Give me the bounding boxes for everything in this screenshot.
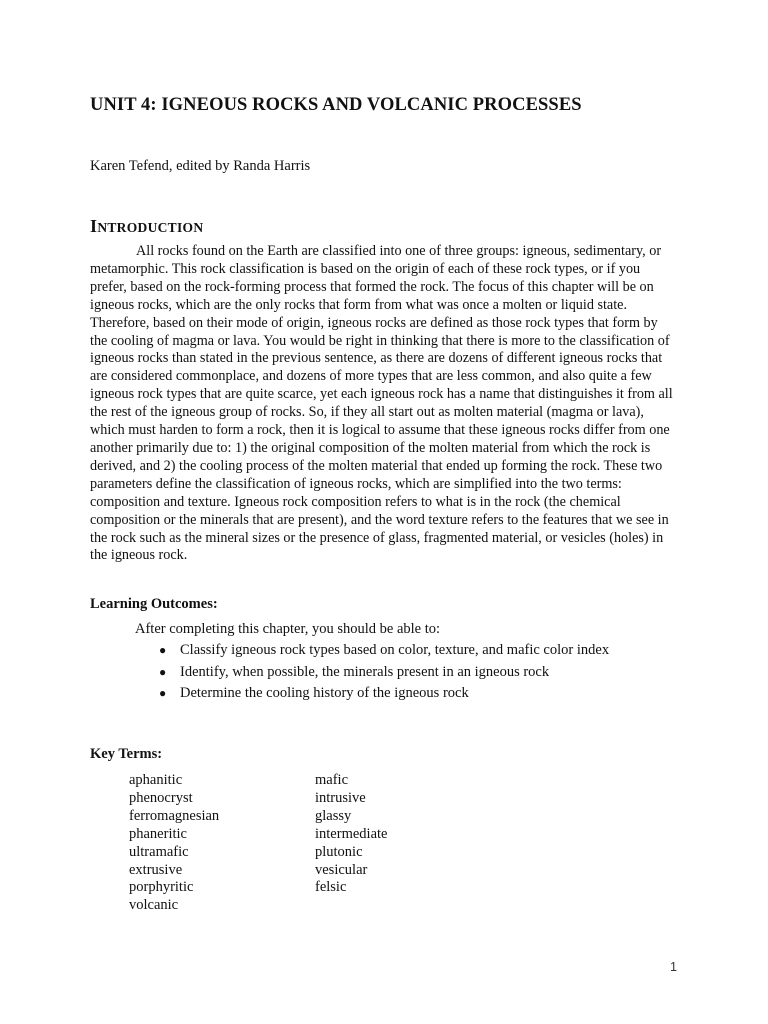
learning-outcome-item [135,640,609,662]
bullet-icon: ● [159,643,167,657]
bullet-icon: ● [159,686,167,700]
key-term: porphyritic [129,879,194,896]
introduction-heading [90,216,203,237]
key-term: ferromagnesian [129,807,220,824]
page-number: 1 [670,960,677,974]
learning-outcomes-list [135,640,609,705]
learning-outcome-text: Identify, when possible, the minerals present in an igneous rock [180,663,550,680]
key-terms-right-column [315,772,387,897]
key-term: intrusive [315,789,366,806]
key-term: ultramafic [129,843,189,860]
key-term: volcanic [129,897,179,914]
learning-outcomes-heading: Learning Outcomes: [90,596,218,612]
key-term: mafic [315,772,349,788]
introduction-heading-rest: NTRODUCTION [97,220,204,235]
introduction-heading-initial: I [90,216,98,236]
learning-outcome-text: Determine the cooling history of the igneous rock [180,685,469,701]
key-term: intermediate [315,825,388,842]
key-term: glassy [315,807,352,824]
key-term: phaneritic [129,825,187,842]
bullet-icon: ● [159,664,167,679]
learning-outcome-item [135,683,609,705]
author-line: Karen Tefend, edited by Randa Harris [90,158,311,174]
key-term: felsic [315,879,347,896]
introduction-paragraph: All rocks found on the Earth are classified into one of three groups: igneous, sedimentary, or metamorphic. This rock classification is based on the origin of each of these rock types, or if you prefer, based on the rock-forming process that formed the rock. The focus of this chapter will be on igneous rocks, which are the only rocks that form from what was once a molten or liquid state. Therefore, based on their mode of origin, igneous rocks are defined as those rock types that form by the cooling of magma or lava. You would be right in thinking that there is more to the classification of igneous rocks than stated in the previous sentence, as there are dozens of different igneous rocks that are considered commonplace, and dozens of more types that are less common, and also quite a few igneous rock types that are quite scarce, yet each igneous rock has a name that distinguishes it from all the rest of the igneous group of rocks. So, if they all start out as molten material (magma or lava), which must harden to form a rock, then it is logical to assume that these igneous rocks differ from one another primarily due to: 1) the original composition of the molten material from which the rock is derived, and 2) the cooling process of the molten material that ended up forming the rock. These two parameters define the classification of igneous rocks, which are simplified into the two terms: composition and texture. Igneous rock composition refers to what is in the rock (the chemical composition or the minerals that are present), and the word texture refers to the features that we see in the rock such as the mineral sizes or the presence of glass, fragmented material, or vesicles (holes) in the igneous rock. [90,243,673,564]
learning-outcomes-intro: After completing this chapter, you should be able to: [135,621,441,637]
learning-outcome-item [135,662,609,684]
key-term: plutonic [315,843,363,860]
key-term: phenocryst [129,789,193,806]
key-terms-heading: Key Terms: [90,746,163,762]
key-term: vesicular [315,861,368,878]
key-term: aphanitic [129,772,183,788]
key-terms-left-column [129,772,219,915]
page-title: UNIT 4: IGNEOUS ROCKS AND VOLCANIC PROCESSES [90,95,582,115]
learning-outcome-text: Classify igneous rock types based on color, texture, and mafic color index [180,642,610,658]
key-term: extrusive [129,861,183,878]
